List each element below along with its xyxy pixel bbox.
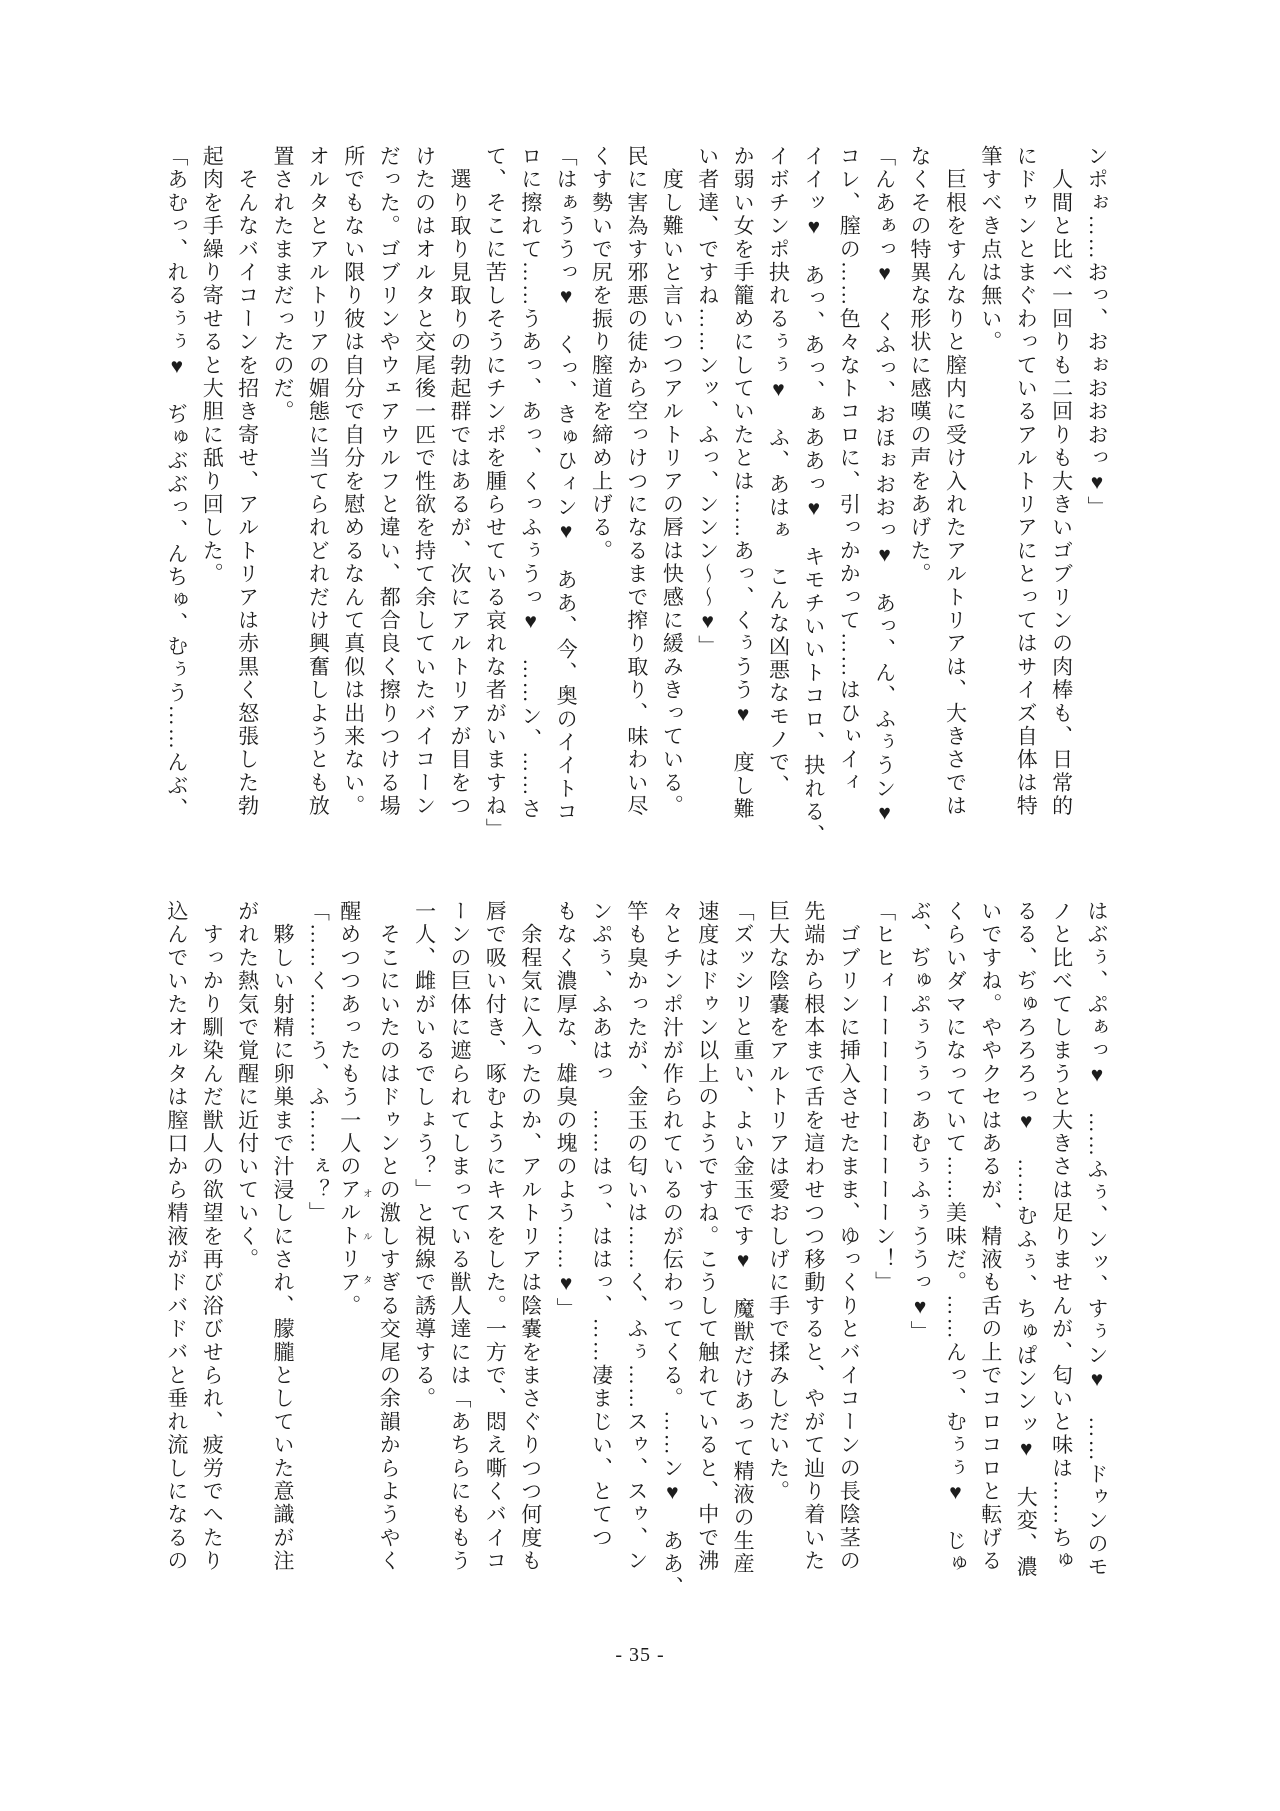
bottom-text-block bbox=[156, 900, 1114, 1599]
text-column: オルタとアルトリアの媚態に当てられどれだけ興奮しようとも放 bbox=[306, 145, 331, 818]
text-column: 「……く……う、ふ……ぇ？」 bbox=[306, 900, 331, 1225]
text-column: 余程気に入ったのか、アルトリアは陰嚢をまさぐりつつ何度も bbox=[518, 900, 543, 1573]
text-column: そんなバイコーンを招き寄せ、アルトリアは赤黒く怒張した勃 bbox=[235, 145, 260, 818]
text-column: ンぷぅ、ふあはっ ……はっ、ははっ、……凄まじい、とてつ bbox=[589, 900, 614, 1550]
text-column: 々とチンポ汁が作られているのが伝わってくる。……ン♥ ああ、 bbox=[660, 900, 685, 1599]
text-column: 筆すべき点は無い。 bbox=[978, 145, 1003, 354]
text-column: ぶ、ぢゅぷぅうぅっあむぅふぅううっ♥」 bbox=[908, 900, 933, 1344]
text-column: イボチンポ抉れるぅぅ♥ ふ、あはぁ こんな凶悪なモノで、 bbox=[766, 145, 791, 798]
text-column: すっかり馴染んだ獣人の欲望を再び浴びせられ、疲労でへたり bbox=[200, 900, 225, 1573]
text-column: 度し難いと言いつつアルトリアの唇は快感に緩みきっている。 bbox=[660, 145, 685, 818]
text-column: 竿も臭かったが、金玉の匂いは……く、ふぅ……スゥ、スゥ、ン bbox=[624, 900, 649, 1573]
text-column: 「ズッシリと重い、よい金玉です♥ 魔獣だけあって精液の生産 bbox=[731, 900, 756, 1576]
text-column: はぶぅ、ぷぁっ♥ ……ふぅ、ンッ、すぅン♥ ……ドゥンのモ bbox=[1085, 900, 1109, 1579]
text-column: けたのはオルタと交尾後一匹で性欲を持て余していたバイコーン bbox=[412, 145, 437, 818]
text-column: いですね。ややクセはあるが、精液も舌の上でコロコロと転げる bbox=[978, 900, 1003, 1573]
ruby-annotation: アルトリア オルタ bbox=[337, 1178, 371, 1295]
text-column: 置されたままだったのだ。 bbox=[271, 145, 296, 424]
text-column: 醒めつつあったもう一人のアルトリア オルタ。 bbox=[337, 900, 371, 1318]
top-text-block bbox=[156, 145, 1114, 847]
text-column: 巨根をすんなりと膣内に受け入れたアルトリアは、大きさでは bbox=[943, 145, 968, 818]
text-column: ンポぉ……おっ、おぉおおおっ♥」 bbox=[1085, 145, 1109, 520]
text-column: コレ、膣の……色々なトコロに、引っかかって……はひぃイィ bbox=[837, 145, 862, 795]
text-column: そこにいたのはドゥンとの激しすぎる交尾の余韻からようやく bbox=[377, 900, 402, 1573]
text-column: るる、ぢゅろろろっ♥ ……むふぅ、ちゅぱンンッ♥ 大変、濃 bbox=[1014, 900, 1039, 1579]
text-column: 巨大な陰嚢をアルトリアは愛おしげに手で揉みしだいた。 bbox=[766, 900, 791, 1504]
text-column: なくその特異な形状に感嘆の声をあげた。 bbox=[908, 145, 933, 586]
text-column: 所でもない限り彼は自分で自分を慰めるなんて真似は出来ない。 bbox=[341, 145, 366, 818]
text-column: 選り取り見取りの勃起群ではあるが、次にアルトリアが目をつ bbox=[447, 145, 472, 818]
text-column: 起肉を手繰り寄せると大胆に舐り回した。 bbox=[200, 145, 225, 586]
text-column: 込んでいたオルタは膣口から精液がドバドバと垂れ流しになるの bbox=[164, 900, 189, 1573]
text-column: 速度はドゥン以上のようですね。こうして触れていると、中で沸 bbox=[695, 900, 720, 1573]
text-column: か弱い女を手籠めにしていたとは……あっ、くぅうう♥ 度し難 bbox=[731, 145, 756, 821]
text-column: だった。ゴブリンやウェアウルフと違い、都合良く擦りつける場 bbox=[377, 145, 402, 818]
text-column: ゴブリンに挿入させたまま、ゆっくりとバイコーンの長陰茎の bbox=[837, 900, 862, 1573]
text-column: ノと比べてしまうと大きさは足りませんが、匂いと味は……ちゅ bbox=[1049, 900, 1074, 1573]
text-column: くす勢いで尻を振り膣道を締め上げる。 bbox=[589, 145, 614, 563]
text-column: 「んあぁっ♥ くふっ、おほぉおおっ♥ あっ、ん、ふぅうン♥ bbox=[872, 145, 897, 827]
text-column: 唇で吸い付き、啄むようにキスをした。一方で、悶え嘶くバイコ bbox=[483, 900, 508, 1573]
text-column: くらいダマになっていて……美味だ。……んっ、むぅぅ♥ じゅ bbox=[943, 900, 968, 1576]
text-column: ロに擦れて……うあっ、あっ、くっふぅうっ♥ ……ン、……さ bbox=[518, 145, 543, 821]
text-column: 「ヒヒィーーーーーーーーーーン！」 bbox=[872, 900, 897, 1295]
page-number: - 35 - bbox=[615, 1644, 665, 1666]
text-column: て、そこに苦しそうにチンポを腫らせている哀れな者がいますね」 bbox=[483, 145, 508, 841]
text-column: ーンの巨体に遮られてしまっている獣人達には「あちらにももう bbox=[447, 900, 472, 1573]
text-column: もなく濃厚な、雄臭の塊のよう……♥」 bbox=[554, 900, 579, 1321]
text-column: 「はぁううっ♥ くっ、きゅひィン♥ ああ、今、奥のイイトコ bbox=[554, 145, 579, 824]
text-column: イイッ♥ あっ、あっ、ぁああっ♥ キモチいいトコロ、抉れる、 bbox=[801, 145, 826, 847]
text-column: 先端から根本まで舌を這わせつつ移動すると、やがて辿り着いた bbox=[801, 900, 826, 1573]
text-column: い者達、ですね……ンッ、ふっ、ンンン～～♥」 bbox=[695, 145, 720, 659]
text-column: 夥しい射精に卵巣まで汁浸しにされ、朦朧としていた意識が注 bbox=[271, 900, 296, 1573]
text-column: がれた熱気で覚醒に近付いていく。 bbox=[235, 900, 260, 1272]
text-column: 一人、雌がいるでしょう？」と視線で誘導する。 bbox=[412, 900, 437, 1411]
text-column: にドゥンとまぐわっているアルトリアにとってはサイズ自体は特 bbox=[1014, 145, 1039, 818]
text-column: 民に害為す邪悪の徒から空っけつになるまで搾り取り、味わい尽 bbox=[624, 145, 649, 818]
text-column: 人間と比べ一回りも二回りも大きいゴブリンの肉棒も、日常的 bbox=[1049, 145, 1074, 818]
text-column: 「あむっ、れるぅぅ♥ ぢゅぶぶっ、んちゅ、むぅう……んぶ、 bbox=[164, 145, 189, 821]
